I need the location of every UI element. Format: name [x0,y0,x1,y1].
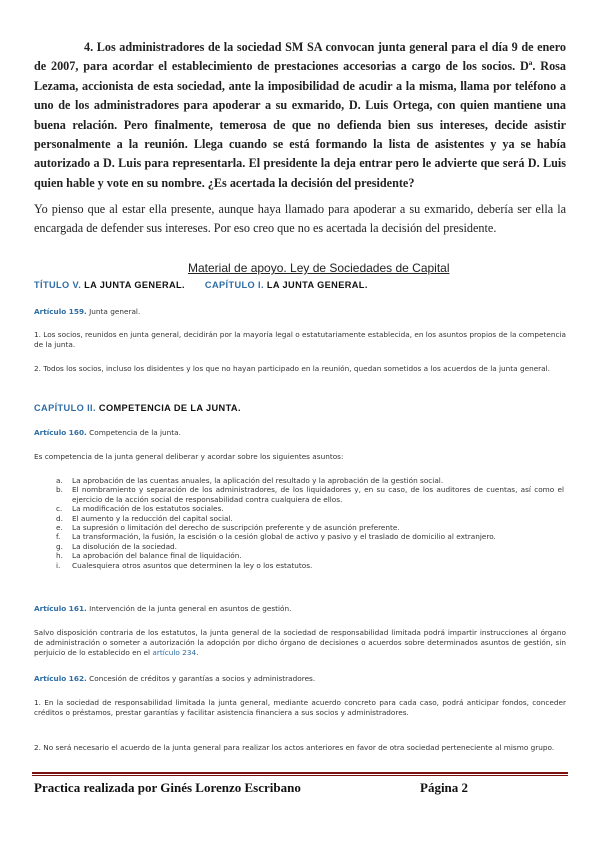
art161-label: Artículo 161. [34,604,87,613]
material-title: Material de apoyo. Ley de Sociedades de Capital [188,261,450,275]
art159-p1: 1. Los socios, reunidos en junta general, decidirán por la mayoría legal o estatutariamente establecida, en los asuntos propios de la competencia de la junta. [34,330,567,349]
titulo-label: TÍTULO V. [34,280,82,290]
question-paragraph: 4. Los administradores de la sociedad SM SA convocan junta general para el día 9 de enero de 2007, para acordar el establecimiento de prestaciones accesorias a cargo de los socios. Dª. Rosa Lezama, accionista de esta sociedad, ante la imposibilidad de acudir a la misma, llama por teléfono a uno de los administradores para apoderar a su exmarido, D. Luis Ortega, con quien mantiene una buena relación. Pero finalmente, temerosa de que no defienda bien sus intereses, decide asistir personalmente a la reunión. Llega cuando se está formando la lista de asistentes y ya se había autorizado a D. Luis para representarla. El presidente la deja entrar pero le advierte que será D. Luis quien hable y vote en su nombre. ¿Es acertada la decisión del presidente? [34,40,566,190]
footer-rule-thin [32,775,568,776]
art162-label: Artículo 162. [34,674,87,683]
art162-heading [34,674,566,684]
art160-label: Artículo 160. [34,428,87,437]
art162-p2: 2. No será necesario el acuerdo de la junta general para realizar los actos anteriores en favor de otra sociedad perteneciente al mismo grupo. [34,743,555,752]
footer-rule-thick [32,772,568,774]
art160-intro: Es competencia de la junta general deliberar y acordar sobre los siguientes asuntos: [34,452,344,461]
list-item: c. La modificación de los estatutos sociales. [56,504,224,514]
capitulo2-label: CAPÍTULO II. [34,403,96,413]
art162-title: Concesión de créditos y garantías a socios y administradores. [89,674,316,683]
art159-label: Artículo 159. [34,307,87,316]
art160-title: Competencia de la junta. [89,428,181,437]
art160-heading [34,428,566,438]
capitulo2-name: COMPETENCIA DE LA JUNTA. [98,403,241,413]
art160-list [56,476,564,570]
art159-p2: 2. Todos los socios, incluso los disidentes y los que no hayan participado en la reunión, quedan sometidos a los acuerdos de la junta general. [34,364,551,373]
list-item: i. Cualesquiera otros asuntos que determinen la ley o los estatutos. [56,560,313,570]
list-item: f. La transformación, la fusión, la escisión o la cesión global de activo y pasivo y el traslado de domicilio al extranjero. [56,532,496,542]
art234-link[interactable]: artículo 234 [152,648,197,657]
list-item: e. La supresión o limitación del derecho de suscripción preferente y de asunción preferente. [56,523,400,533]
art161-heading [34,604,566,614]
list-item: b. El nombramiento y separación de los administradores, de los liquidadores y, en su caso, de los auditores de cuentas, así como el ejercicio de la acción social de responsabilidad contra cualquiera de ellos. [56,485,564,504]
art162-p1: 1. En la sociedad de responsabilidad limitada la junta general, mediante acuerdo concreto para cada caso, podrá anticipar fondos, conceder créditos o préstamos, prestar garantías y facilitar asistencia financiera a sus socios y administradores. [34,698,566,717]
list-item: g. La disolución de la sociedad. [56,541,177,551]
answer-paragraph: Yo pienso que al estar ella presente, aunque haya llamado para apoderar a su exmarido, debería ser ella la encargada de defender sus intereses. Por eso creo que no es acertada la decisión del presidente. [34,202,566,236]
art159-title: Junta general. [89,307,141,316]
capitulo2-heading [34,403,241,413]
list-item: a. La aprobación de las cuentas anuales, la aplicación del resultado y la aprobación de la gestión social. [56,476,444,485]
capitulo1-label: CAPÍTULO I. [204,280,264,290]
footer-author: Practica realizada por Ginés Lorenzo Escribano [34,780,301,795]
list-item: d. El aumento y la reducción del capital social. [56,513,233,523]
art161-text: Salvo disposición contraria de los estatutos, la junta general de la sociedad de responsabilidad limitada podrá impartir instrucciones al órgano de administración o someter a autorización la adopción por dicho órgano de decisiones o acuerdos sobre determinados asuntos de gestión, sin perjuicio de lo establecido en el artículo 234. [34,628,566,657]
list-item: h. La aprobación del balance final de liquidación. [56,551,242,561]
art161-title: Intervención de la junta general en asuntos de gestión. [89,604,292,613]
titulo-heading [34,280,368,290]
capitulo1-name: LA JUNTA GENERAL. [266,280,368,290]
titulo-name: LA JUNTA GENERAL. [84,280,186,290]
footer-page-number: Página 2 [420,780,469,795]
art159-heading [34,307,566,317]
